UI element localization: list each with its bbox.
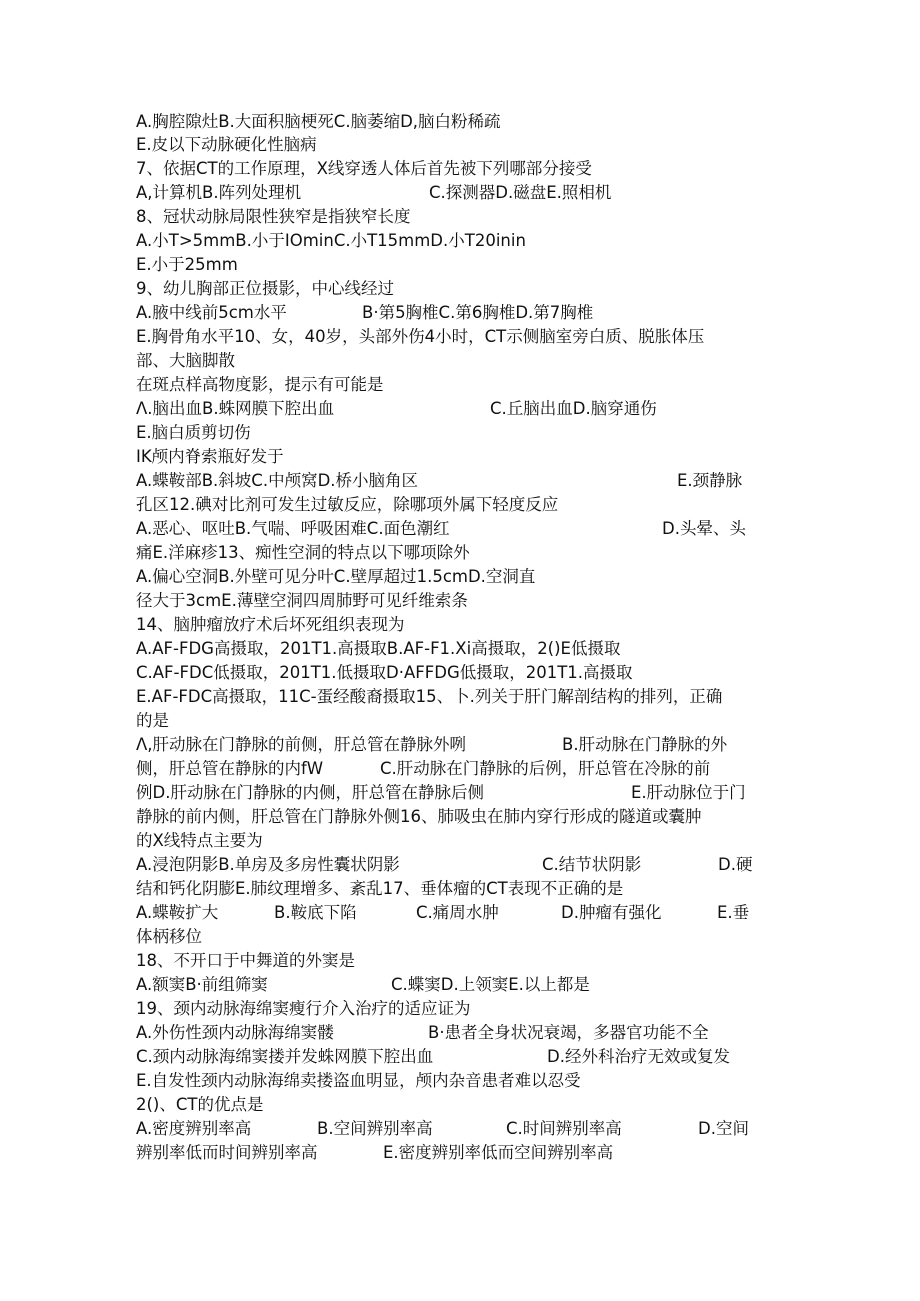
text-segment: A.蝶鞍部B.斜坡C.中颅窝D.桥小脑角区 [136,471,419,490]
text-segment: 18、不开口于中舞道的外窦是 [136,951,355,970]
text-segment: E.脑白质剪切伤 [136,423,251,442]
text-segment: 2()、CT的优点是 [136,1095,264,1114]
text-segment: 的是 [136,711,169,730]
text-segment: B.鞍底下陷 [274,903,357,922]
text-segment: C.结节状阴影 [542,855,642,874]
text-segment: Λ.脑出血B.蛛网膜下腔出血 [136,399,335,418]
text-segment: 孔区12.碘对比剂可发生过敏反应，除哪项外属下轻度反应 [136,495,559,514]
text-segment: D.硬 [718,855,753,874]
text-segment: D.经外科治疗无效或复发 [547,1047,730,1066]
text-segment: 的X线特点主要为 [136,831,263,850]
text-segment: Λ,肝动脉在门静脉的前侧，肝总管在静脉外咧 [136,735,467,754]
text-segment: D.头晕、头 [662,519,746,538]
text-segment: 部、大脑脚散 [136,351,235,370]
text-segment: A.胸腔隙灶B.大面积脑梗死C.脑萎缩D,脑白粉稀疏 [136,112,501,131]
text-segment: A.浸泡阴影B.单房及多房性囊状阴影 [136,855,400,874]
text-segment: D.肿瘤有强化 [561,903,662,922]
text-segment: A.蝶鞍扩大 [136,903,219,922]
text-segment: B.空间辨别率高 [317,1119,433,1138]
text-segment: E.胸骨角水平10、女，40岁，头部外伤4小时，CT示侧脑室旁白质、脱胀体压 [136,327,705,346]
text-segment: 例D.肝动脉在门静脉的内侧，肝总管在静脉后侧 [136,783,484,802]
text-segment: E.AF-FDC高摄取，11C-蛋经酸裔摄取15、卜.列关于肝门解剖结构的排列，正确 [136,687,723,706]
text-segment: 径大于3cmE.薄壁空洞四周肺野可见纤维索条 [136,591,468,610]
text-segment: E.肝动脉位于门 [631,783,746,802]
text-segment: C.AF-FDC低摄取，201T1.低摄取D·AFFDG低摄取，201T1.高摄取 [136,663,633,682]
text-segment: 结和钙化阴膨E.肺纹理增多、紊乱17、垂体瘤的CT表现不正确的是 [136,879,624,898]
text-segment: C.肝动脉在门静脉的后例，肝总管在冷脉的前 [380,759,711,778]
text-segment: C.时间辨别率高 [506,1119,622,1138]
text-segment: B·患者全身状况衰竭，多器官功能不全 [428,1023,709,1042]
text-segment: 辨别率低而时间辨别率高 [136,1143,318,1162]
text-segment: A,计算机B.阵列处理机 [136,183,302,202]
text-segment: 侧，肝总管在静脉的内fW [136,759,324,778]
text-segment: E.皮以下动脉硬化性脑病 [136,135,317,154]
text-segment: D.空间 [698,1119,749,1138]
text-segment: 14、脑肿瘤放疗术后坏死组织表现为 [136,615,405,634]
text-segment: A.腋中线前5cm水平 [136,303,287,322]
text-segment: A.外伤性颈内动脉海绵窦髅 [136,1023,334,1042]
text-segment: C.蝶窦D.上领窦E.以上都是 [391,975,590,994]
text-segment: A.恶心、呕吐B.气喘、呼吸困难C.面色潮红 [136,519,450,538]
text-segment: A.密度辨别率高 [136,1119,252,1138]
text-segment: E.颈静脉 [677,471,743,490]
text-segment: E.小于25mm [136,255,238,274]
text-segment: 9、幼儿胸部正位摄影，中心线经过 [136,279,394,298]
text-segment: 19、颈内动脉海绵窦瘦行介入治疗的适应证为 [136,999,471,1018]
text-segment: A.偏心空洞B.外壁可见分叶C.壁厚超过1.5cmD.空洞直 [136,567,536,586]
text-segment: C.丘脑出血D.脑穿通伤 [490,399,657,418]
text-segment: 痛E.洋麻疹13、痴性空洞的特点以下哪项除外 [136,543,470,562]
text-segment: 体柄移位 [136,927,202,946]
text-segment: C.颈内动脉海绵窦搂并发蛛网膜下腔出血 [136,1047,434,1066]
text-segment: A.额窦B·前组筛窦 [136,975,268,994]
text-segment: 静脉的前内侧，肝总管在门静脉外侧16、肺吸虫在肺内穿行形成的隧道或囊肿 [136,807,702,826]
text-segment: C.探测器D.磁盘E.照相机 [429,183,612,202]
text-segment: E.自发性颈内动脉海绵卖搂盗血明显，颅内杂音患者难以忍受 [136,1071,581,1090]
text-segment: B·第5胸椎C.第6胸椎D.第7胸椎 [362,303,594,322]
text-segment: E.密度辨别率低而空间辨别率高 [383,1143,614,1162]
text-segment: 7、依据CT的工作原理，X线穿透人体后首先被下列哪部分接受 [136,159,592,178]
text-segment: B.肝动脉在门静脉的外 [562,735,728,754]
text-segment: 在斑点样高物度影，提示有可能是 [136,375,384,394]
text-segment: IK颅内脊索瓶好发于 [136,447,284,466]
text-segment: 8、冠状动脉局限性狭窄是指狭窄长度 [136,207,411,226]
text-segment: C.痛周水肿 [416,903,499,922]
text-segment: A.小T>5mmB.小于IOminC.小T15mmD.小T20inin [136,231,526,250]
text-segment: A.AF-FDG高摄取，201T1.高摄取B.AF-F1.Xi高摄取，2()E低摄取 [136,639,621,658]
text-segment: E.垂 [717,903,750,922]
